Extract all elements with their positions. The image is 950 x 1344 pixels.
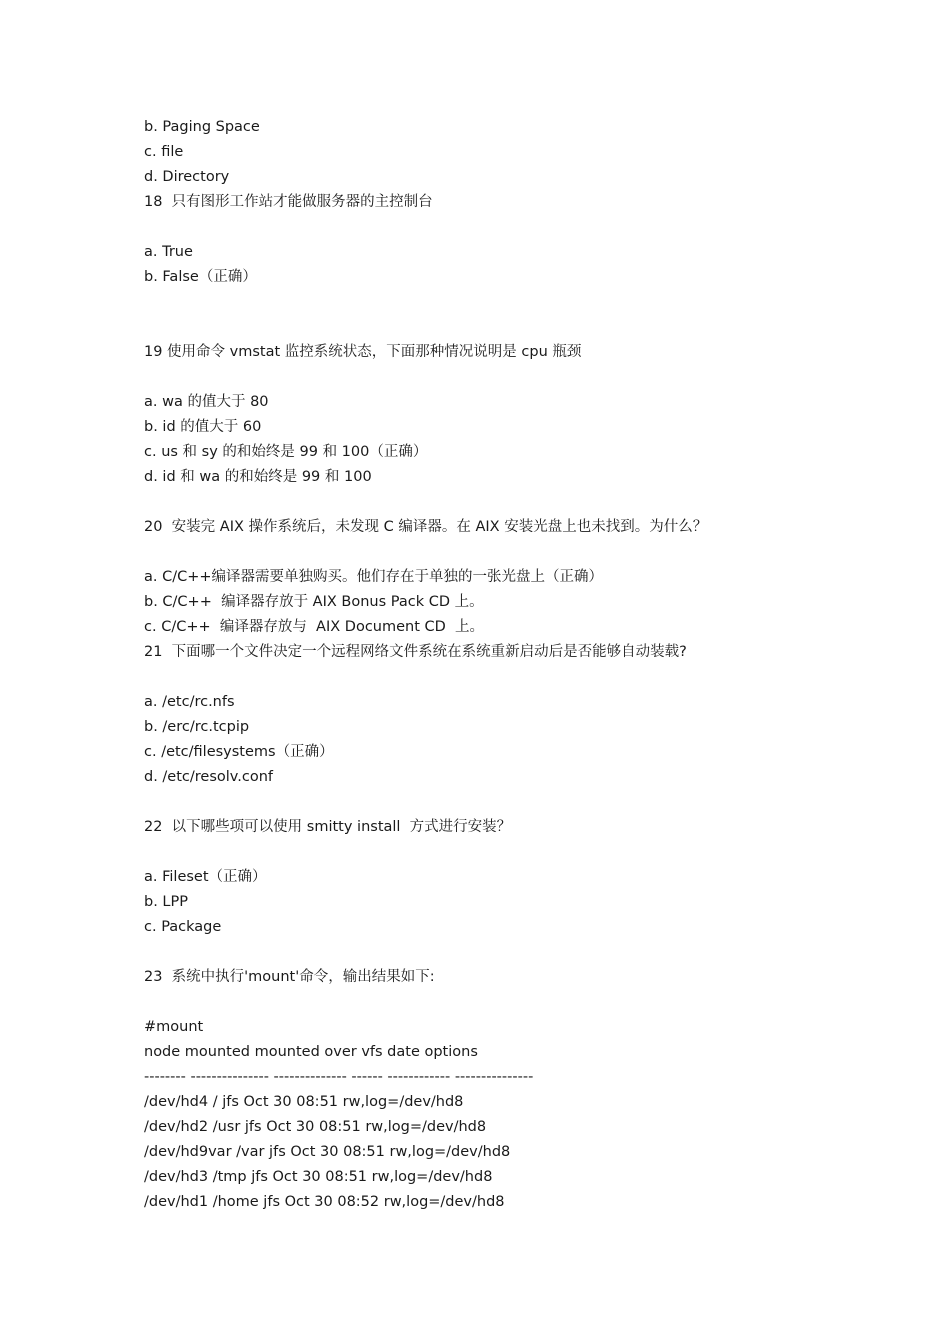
question-22: 22 以下哪些项可以使用 smitty install 方式进行安装？ — [144, 819, 512, 835]
option-line: c. /etc/filesystems（正确） — [144, 744, 334, 760]
blank-line — [144, 490, 844, 515]
blank-line — [144, 940, 844, 965]
option-line: a. C/C++编译器需要单独购买。他们存在于单独的一张光盘上（正确） — [144, 569, 604, 585]
command-line: #mount — [144, 1019, 204, 1035]
option-line: a. wa 的值大于 80 — [144, 394, 269, 410]
option-line: a. /etc/rc.nfs — [144, 694, 235, 710]
question-21: 21 下面哪一个文件决定一个远程网络文件系统在系统重新启动后是否能够自动装载? — [144, 644, 687, 660]
option-line: b. C/C++ 编译器存放于 AIX Bonus Pack CD 上。 — [144, 594, 484, 610]
option-line: d. id 和 wa 的和始终是 99 和 100 — [144, 469, 372, 485]
blank-line — [144, 990, 844, 1015]
output-row: /dev/hd2 /usr jfs Oct 30 08:51 rw,log=/dev/hd8 — [144, 1119, 487, 1135]
output-row: /dev/hd4 / jfs Oct 30 08:51 rw,log=/dev/hd8 — [144, 1094, 464, 1110]
option-line: c. C/C++ 编译器存放与 AIX Document CD 上。 — [144, 619, 485, 635]
output-separator: -------- --------------- -------------- ------ ------------ --------------- — [144, 1069, 534, 1085]
output-header: node mounted mounted over vfs date options — [144, 1044, 478, 1060]
option-line: b. False（正确） — [144, 269, 257, 285]
option-line: c. file — [144, 144, 184, 160]
option-line: b. Paging Space — [144, 119, 260, 135]
blank-line — [144, 840, 844, 865]
output-row: /dev/hd3 /tmp jfs Oct 30 08:51 rw,log=/dev/hd8 — [144, 1169, 493, 1185]
option-line: a. True — [144, 244, 193, 260]
question-20: 20 安装完 AIX 操作系统后，未发现 C 编译器。在 AIX 安装光盘上也未找到。为什么？ — [144, 519, 708, 535]
blank-line — [144, 290, 844, 315]
option-line: b. id 的值大于 60 — [144, 419, 262, 435]
document-page — [144, 115, 844, 1215]
blank-line — [144, 540, 844, 565]
output-row: /dev/hd9var /var jfs Oct 30 08:51 rw,log=/dev/hd8 — [144, 1144, 511, 1160]
question-18: 18 只有图形工作站才能做服务器的主控制台 — [144, 194, 433, 210]
output-row: /dev/hd1 /home jfs Oct 30 08:52 rw,log=/dev/hd8 — [144, 1194, 505, 1210]
option-line: c. Package — [144, 919, 222, 935]
question-23: 23 系统中执行'mount'命令，输出结果如下: — [144, 969, 435, 985]
blank-line — [144, 315, 844, 340]
question-19: 19 使用命令 vmstat 监控系统状态，下面那种情况说明是 cpu 瓶颈 — [144, 344, 582, 360]
option-line: c. us 和 sy 的和始终是 99 和 100（正确） — [144, 444, 428, 460]
blank-line — [144, 790, 844, 815]
option-line: b. /erc/rc.tcpip — [144, 719, 250, 735]
option-line: d. /etc/resolv.conf — [144, 769, 273, 785]
option-line: b. LPP — [144, 894, 188, 910]
blank-line — [144, 365, 844, 390]
blank-line — [144, 215, 844, 240]
blank-line — [144, 665, 844, 690]
option-line: a. Fileset（正确） — [144, 869, 267, 885]
option-line: d. Directory — [144, 169, 230, 185]
